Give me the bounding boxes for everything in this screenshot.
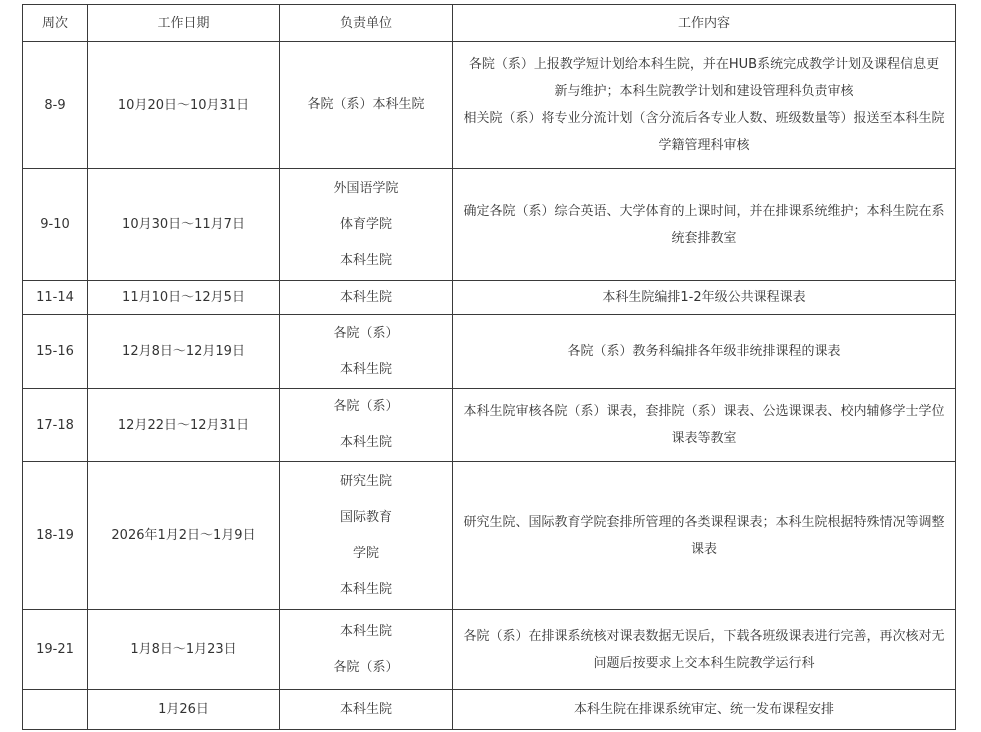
content-cell: [453, 42, 956, 169]
week-cell: 9-10: [23, 169, 88, 281]
unit-cell: [280, 389, 453, 462]
content-line: 各院（系）在排课系统核对课表数据无误后，下载各班级课表进行完善，再次核对无问题后按要求上交本科生院教学运行科: [463, 628, 945, 671]
unit-line: 各院（系）: [333, 659, 399, 675]
unit-cell: [280, 315, 453, 389]
table-row: [23, 281, 956, 315]
unit-line: 本科生院: [339, 623, 392, 639]
unit-cell: [280, 462, 453, 610]
unit-cell: [280, 169, 453, 281]
unit-line: 本科生院: [339, 290, 392, 305]
week-cell: [23, 690, 88, 730]
unit-line: 各院（系）本科生院: [307, 97, 425, 112]
header-row: [23, 5, 956, 42]
unit-cell: [280, 610, 453, 690]
unit-line: 学院: [352, 545, 379, 561]
date-cell: 12月22日～12月31日: [88, 389, 280, 462]
date-cell: 11月10日～12月5日: [88, 281, 280, 315]
week-cell: 19-21: [23, 610, 88, 690]
unit-line: 本科生院: [339, 581, 392, 597]
content-line: 研究生院、国际教育学院套排所管理的各类课程课表；本科生院根据特殊情况等调整课表: [463, 514, 945, 557]
content-cell: [453, 462, 956, 610]
unit-line: 本科生院: [339, 435, 392, 450]
schedule-table: [22, 4, 956, 730]
unit-line: 体育学院: [339, 216, 392, 232]
content-cell: [453, 610, 956, 690]
date-cell: 2026年1月2日～1月9日: [88, 462, 280, 610]
week-cell: 15-16: [23, 315, 88, 389]
unit-line: 研究生院: [339, 473, 392, 489]
week-cell: 8-9: [23, 42, 88, 169]
table-row: [23, 169, 956, 281]
unit-line: 国际教育: [339, 509, 392, 525]
content-cell: [453, 690, 956, 730]
content-line: 本科生院审核各院（系）课表，套排院（系）课表、公选课课表、校内辅修学士学位课表等教室: [463, 404, 945, 446]
header-date: 工作日期: [88, 5, 280, 42]
content-line: 各院（系）上报教学短计划给本科生院，并在HUB系统完成教学计划及课程信息更新与维护；本科生院教学计划和建设管理科负责审核: [468, 57, 940, 99]
content-line: 本科生院在排课系统审定、统一发布课程安排: [573, 702, 834, 717]
content-line: 本科生院编排1-2年级公共课程课表: [602, 290, 806, 305]
unit-cell: [280, 690, 453, 730]
week-cell: 11-14: [23, 281, 88, 315]
unit-cell: [280, 42, 453, 169]
header-week: 周次: [23, 5, 88, 42]
unit-line: 本科生院: [339, 252, 392, 268]
date-cell: 10月30日～11月7日: [88, 169, 280, 281]
content-line: 各院（系）教务科编排各年级非统排课程的课表: [567, 344, 841, 359]
header-unit: 负责单位: [280, 5, 453, 42]
week-cell: 18-19: [23, 462, 88, 610]
unit-line: 本科生院: [339, 361, 392, 377]
date-cell: 1月8日～1月23日: [88, 610, 280, 690]
date-cell: 10月20日～10月31日: [88, 42, 280, 169]
week-cell: 17-18: [23, 389, 88, 462]
content-line: 相关院（系）将专业分流计划（含分流后各专业人数、班级数量等）报送至本科生院学籍管理科审核: [463, 111, 945, 153]
unit-line: 各院（系）: [333, 399, 399, 414]
table-row: [23, 690, 956, 730]
unit-line: 外国语学院: [333, 180, 399, 196]
unit-cell: [280, 281, 453, 315]
unit-line: 各院（系）: [333, 325, 399, 341]
table-row: [23, 42, 956, 169]
unit-line: 本科生院: [339, 702, 392, 717]
content-cell: [453, 169, 956, 281]
header-content: 工作内容: [453, 5, 956, 42]
content-cell: [453, 389, 956, 462]
table-row: [23, 389, 956, 462]
content-cell: [453, 315, 956, 389]
table-row: [23, 610, 956, 690]
content-cell: [453, 281, 956, 315]
table-row: [23, 462, 956, 610]
table-row: [23, 315, 956, 389]
date-cell: 12月8日～12月19日: [88, 315, 280, 389]
date-cell: 1月26日: [88, 690, 280, 730]
content-line: 确定各院（系）综合英语、大学体育的上课时间，并在排课系统维护；本科生院在系统套排教室: [463, 203, 945, 246]
